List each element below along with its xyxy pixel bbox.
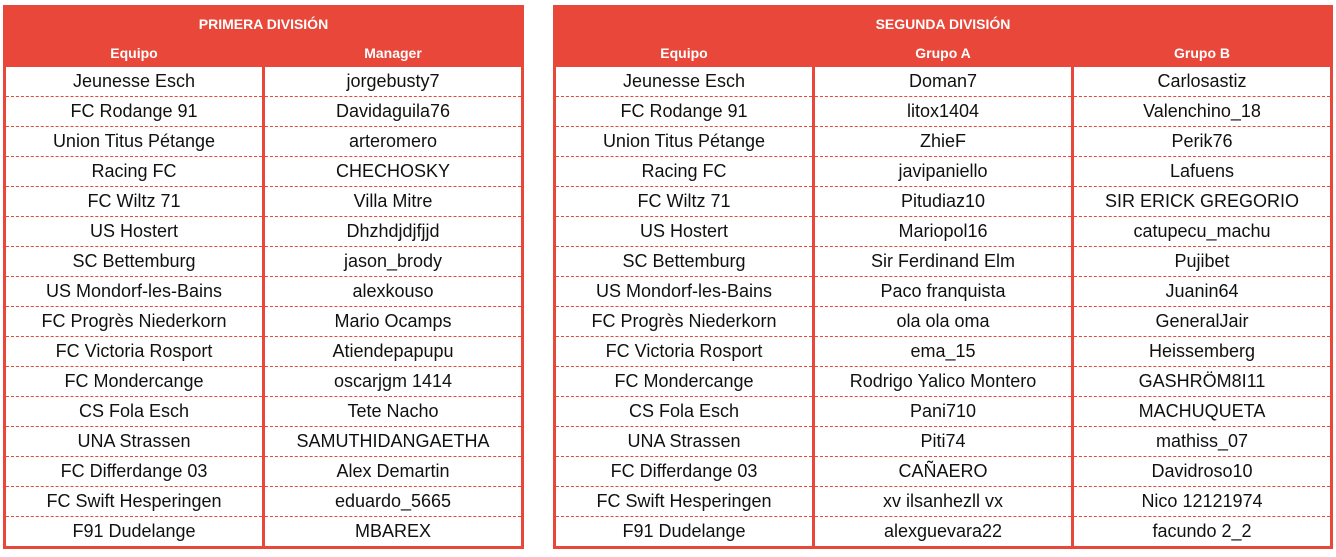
manager-cell: alexkouso xyxy=(264,277,523,307)
team-cell: FC Swift Hesperingen xyxy=(5,487,264,517)
table-row xyxy=(555,217,1332,247)
grupo-b-cell: mathiss_07 xyxy=(1073,427,1332,457)
team-cell: FC Mondercange xyxy=(555,367,814,397)
table-row xyxy=(5,247,523,277)
team-cell: FC Rodange 91 xyxy=(555,97,814,127)
header-grupo-a: Grupo A xyxy=(814,39,1073,67)
grupo-b-cell: MACHUQUETA xyxy=(1073,397,1332,427)
table-row xyxy=(555,97,1332,127)
header-grupo-b: Grupo B xyxy=(1073,39,1332,67)
table-row xyxy=(555,487,1332,517)
grupo-b-cell: catupecu_machu xyxy=(1073,217,1332,247)
grupo-a-cell: ema_15 xyxy=(814,337,1073,367)
table-row xyxy=(555,67,1332,97)
table-row xyxy=(5,67,523,97)
grupo-b-cell: Heissemberg xyxy=(1073,337,1332,367)
team-cell: Racing FC xyxy=(555,157,814,187)
grupo-b-cell: Pujibet xyxy=(1073,247,1332,277)
manager-cell: Villa Mitre xyxy=(264,187,523,217)
team-cell: UNA Strassen xyxy=(555,427,814,457)
table-row xyxy=(5,157,523,187)
grupo-a-cell: Sir Ferdinand Elm xyxy=(814,247,1073,277)
table-row xyxy=(555,457,1332,487)
table-row xyxy=(5,277,523,307)
manager-cell: Mario Ocamps xyxy=(264,307,523,337)
team-cell: UNA Strassen xyxy=(5,427,264,457)
grupo-a-cell: Mariopol16 xyxy=(814,217,1073,247)
manager-cell: eduardo_5665 xyxy=(264,487,523,517)
table-row xyxy=(5,457,523,487)
grupo-a-cell: ola ola oma xyxy=(814,307,1073,337)
table-row xyxy=(555,517,1332,548)
table-row xyxy=(555,127,1332,157)
table-row xyxy=(5,187,523,217)
table-row xyxy=(555,277,1332,307)
table-row xyxy=(555,427,1332,457)
team-cell: US Mondorf-les-Bains xyxy=(5,277,264,307)
manager-cell: arteromero xyxy=(264,127,523,157)
grupo-b-cell: Valenchino_18 xyxy=(1073,97,1332,127)
table-row xyxy=(555,307,1332,337)
grupo-a-cell: Pitudiaz10 xyxy=(814,187,1073,217)
grupo-b-cell: Lafuens xyxy=(1073,157,1332,187)
table-row xyxy=(555,187,1332,217)
grupo-a-cell: Doman7 xyxy=(814,67,1073,97)
grupo-b-cell: Carlosastiz xyxy=(1073,67,1332,97)
grupo-a-cell: Piti74 xyxy=(814,427,1073,457)
grupo-b-cell: Juanin64 xyxy=(1073,277,1332,307)
manager-cell: CHECHOSKY xyxy=(264,157,523,187)
grupo-b-cell: GASHRÖM8I11 xyxy=(1073,367,1332,397)
table-row xyxy=(5,427,523,457)
table-row xyxy=(555,337,1332,367)
team-cell: Jeunesse Esch xyxy=(622,71,746,91)
header-manager: Manager xyxy=(264,39,523,67)
table-row xyxy=(5,367,523,397)
table-row xyxy=(555,397,1332,427)
table-row xyxy=(555,367,1332,397)
grupo-b-cell: Nico 12121974 xyxy=(1073,487,1332,517)
manager-cell: Atiendepapupu xyxy=(264,337,523,367)
table-row xyxy=(5,217,523,247)
team-cell: FC Wiltz 71 xyxy=(5,187,264,217)
grupo-b-cell: SIR ERICK GREGORIO xyxy=(1073,187,1332,217)
team-cell: F91 Dudelange xyxy=(5,517,264,548)
table-row xyxy=(5,97,523,127)
grupo-b-cell: GeneralJair xyxy=(1073,307,1332,337)
grupo-a-cell: xv ilsanhezll vx xyxy=(814,487,1073,517)
team-cell: US Hostert xyxy=(555,217,814,247)
grupo-a-cell: javipaniello xyxy=(814,157,1073,187)
team-cell: FC Swift Hesperingen xyxy=(555,487,814,517)
grupo-a-cell: CAÑAERO xyxy=(814,457,1073,487)
manager-cell: jason_brody xyxy=(264,247,523,277)
team-cell: FC Victoria Rosport xyxy=(5,337,264,367)
team-cell: Racing FC xyxy=(5,157,264,187)
team-cell: FC Progrès Niederkorn xyxy=(5,307,264,337)
segunda-division-title: SEGUNDA DIVISIÓN xyxy=(555,7,1332,40)
team-cell: FC Rodange 91 xyxy=(5,97,264,127)
header-equipo: Equipo xyxy=(5,39,264,67)
primera-division-table xyxy=(3,5,524,549)
manager-cell: Tete Nacho xyxy=(264,397,523,427)
manager-cell: jorgebusty7 xyxy=(264,67,523,97)
header-equipo: Equipo xyxy=(555,39,814,67)
grupo-a-cell: Pani710 xyxy=(814,397,1073,427)
table-row xyxy=(555,157,1332,187)
team-cell: FC Victoria Rosport xyxy=(555,337,814,367)
primera-division-title: PRIMERA DIVISIÓN xyxy=(5,7,523,40)
grupo-a-cell: alexguevara22 xyxy=(814,517,1073,548)
team-cell: SC Bettemburg xyxy=(555,247,814,277)
table-row xyxy=(5,517,523,548)
manager-cell: oscarjgm 1414 xyxy=(264,367,523,397)
team-cell: CS Fola Esch xyxy=(555,397,814,427)
grupo-b-cell: Davidroso10 xyxy=(1073,457,1332,487)
team-cell: FC Differdange 03 xyxy=(555,457,814,487)
grupo-a-cell: ZhieF xyxy=(814,127,1073,157)
table-row xyxy=(5,127,523,157)
table-row xyxy=(5,337,523,367)
manager-cell: MBAREX xyxy=(264,517,523,548)
table-row xyxy=(5,487,523,517)
grupo-a-cell: Paco franquista xyxy=(814,277,1073,307)
table-row xyxy=(5,307,523,337)
team-cell: FC Mondercange xyxy=(5,367,264,397)
segunda-division-table xyxy=(553,5,1333,549)
team-cell: Jeunesse Esch xyxy=(72,71,196,91)
team-cell: FC Progrès Niederkorn xyxy=(555,307,814,337)
manager-cell: Davidaguila76 xyxy=(264,97,523,127)
team-cell: FC Differdange 03 xyxy=(5,457,264,487)
team-cell: FC Wiltz 71 xyxy=(555,187,814,217)
grupo-a-cell: Rodrigo Yalico Montero xyxy=(814,367,1073,397)
team-cell: US Mondorf-les-Bains xyxy=(555,277,814,307)
team-cell: F91 Dudelange xyxy=(555,517,814,548)
table-row xyxy=(555,247,1332,277)
manager-cell: Alex Demartin xyxy=(264,457,523,487)
grupo-b-cell: facundo 2_2 xyxy=(1073,517,1332,548)
grupo-a-cell: litox1404 xyxy=(814,97,1073,127)
manager-cell: Dhzhdjdjfjjd xyxy=(264,217,523,247)
team-cell: SC Bettemburg xyxy=(5,247,264,277)
manager-cell: SAMUTHIDANGAETHA xyxy=(264,427,523,457)
team-cell: Union Titus Pétange xyxy=(555,127,814,157)
table-row xyxy=(5,397,523,427)
team-cell: US Hostert xyxy=(5,217,264,247)
grupo-b-cell: Perik76 xyxy=(1073,127,1332,157)
team-cell: CS Fola Esch xyxy=(5,397,264,427)
team-cell: Union Titus Pétange xyxy=(5,127,264,157)
